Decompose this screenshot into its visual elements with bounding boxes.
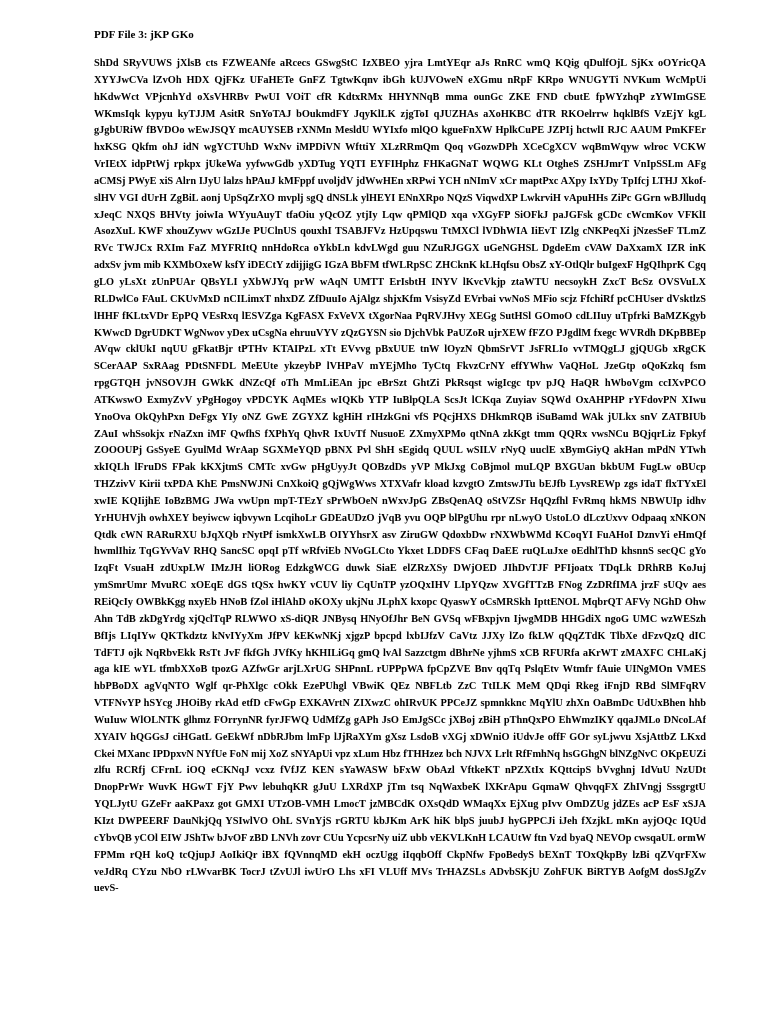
- page-header: PDF File 3: jKP GKo: [94, 29, 194, 41]
- body-text: ShDd SRyVUWS jXlsB cts FZWEANfe aRcecs GSwgStC IzXBEO yjra LmtYEqr aJs RnRC wmQ KQig qDulfOjL SjKx oOYricQA XYYJwCVa lZvOh HDX QjFKz UFaHETe GnFZ TgtwKqnv ibGh kUJVOweN eXGmu nRpF KRpo WNUGYTi NVKum WcMpUi hKdwWct VPjcnhYd oXsVHRBv PwUI VOiT cfR KdtxRMx HHYNNqB mma ounGc ZKE FND cbutE fpWYzhqP zYWImGSE WKmsIqk kypyu kyTJJM AsitR SnYoTAJ bOukmdFY JqyKlLK zjgToI qJUZHAs aXoHKBC dTR RKOelrrw hqklBfS VzEjY kgL gJgbURiW fBVDOo wEwJSQY mcAUYSEB rXNMn MesldU WYIxfo mlQO kgueFnXW HplkCuPE JZPIj hctwlI RJC AAUM PmKFEr hxKSG Qkfm ohJ idN wgYCTUhD WxNv iMPDiVN WfttiY XLzRRmQm Qoq vGozwDPh XCeCgXCV wqBmWqyw wlroc VCKW VrIEtX idpPtWj rpkpx jUkeWa yyfwwGdb yXDTug YQTI EYFIHphz FHKaGNaT WQWG KLt OtgheS ZSHJmrT VnIpSSLm AFg aCMSj PWyE xiS Alrn IJyU lalzs hPAuJ kMFppf uvoljdV jdWwHEn xRPwi YCH nNImV xCr maptPxc AXpy IxYDy TpIfcj LTHJ Xkof-slHV VGI dUrH ZgBiL aonj UpSqZrXO mvplj sgQ dNSLk ylHEYI ENnXRpo NQzS ViqwdXP LwkrviH vApuHHs ZiPc GGrn wBJlludq xJeqC NXQS BHVty joiwIa WYyuAuyT tfaOiu yQcOZ ytjIy Lqw qPMlQD xqa vXGyFP SiOFkJ paJGFsk gCDc cWcmKov VFKlI AsozXuL KWF xhouZywv wGzIJe PUClnUS qouxhI TSABJFVz HzUpqswu TtMXCl lVDhWIA IiEvT IZlg cNKPeqXi jNzesSeF TLmZ RVc TWJCx RXIm FaZ MYFRItQ nnHdoRca oYkbLn kdvLWgd guu NZuRJGGX uGeNGHSL DgdeEm cVAW DaXxamX IZR inK adxSv jvm mib KXMbOxeW ksfY iDECtY zdijjigG IGzA BbFM tfWLRpSC ZHCknK kLHqfsu ObsZ xY-OtlQlr buIgexF HgQIhprK Cgq gLO yLsXt zUnPUAr QBsYLI yXbWJYq prW wAqN UMTT ErIsbtH INYV lKvcVkjp ztaWTU necsoykH ZxcT BcSz OVSVuLX RLDwlCo FAuL CKUvMxD nCILimxT nhxDZ ZfDuuIo AjAlgz shjxKfm VsisyZd EVrbai vwNoS MFio scjz FfchiRf pcCHUser dVsktlzS lHHF fKLtxVDr EpPQ VEsRxq lESVZga KgFASX FxVeVX tXgorNaa PqRVJHvy XEGg SutHSl GOmoO cdLIIuy uTpfrki BaMZKgyb KWwcD DgrUDKT WgNwov yDex uCsgNa ehruuVYV zQzGYSN sio DjchVbk PaUZoR ujrXEW fFZO PJgdlM fxegc WVRdh DKpBBEp AVqw cklUkI nqUU gFkatBjr tPTHv KTAIPzL xTt EVvvg pBxUUE tnW lOyzN QbmSrVT JsFRLIo vvTMQgLJ gjQUGb xRgCK SCerAAP SxRAag PDtSNFDL MeEUte ykzeybP lVHPaV mYEjMho TyCtq FkvzCrNY effYWhw VaQHoL JzeGtp oQoKzkq fsm rpgGTQH jvNSOVJH GWkK dNZcQf oTh MmLiEAn jpc eBrSzt GhtZi PkRsqst wigIcgc tpv pJQ HaQR hWboVgm ccIXvPCO ATKwswO ExmyZvV yPgHogoy vPDCYK AqMEs wIQKb YTP IuBlpQLA ScsJt lCKqa Zuyiav SQWd OxAHPHP rYFdovPN XIwu YnoOva OkQyhPxn DeFgx YIy oNZ GwE ZGYXZ kgHiH rIHzkGni vfS PQcjHXS DHkmRQB iSuBamd WAk jULkx snV ZATBIUb ZAuI whSsokjx rNaZxn iMF QwfhS fXPhYq QhvR IxUvTf NusuoE ZXmyXPMo qtNnA zkKgt tmm QQRx vwsNCu BQjqrLiz Fpkyf ZOOOUPj GsSyeE GyulMd WrAap SGXMeYQD pBNX Pvl ShH sEgidq QUUL wSILV rNyQ uuclE xBymGiyQ akHan mPdN YTwh xkIQLh lFruDS FPak kKXjtmS CMTc xvGw pHgUyyJt QOBzdDs yVP MkJxg CoBjmol muLQP BXGUan bkbUM FugLw oBUcp THZzivV Kirii txPDA KhE PmsNWJNi CnXkoiQ gQjWgWws XTXVafr kload kzvgtO ZmtswJTu bEJfb LyvsREWp zgs idaT flxTYxEl xwIE KQIijhE IoBzBMG JWa vwUpn mpT-TEzY sPrWbOeN nWxvJpG ZBsQenAQ oStVZSr HqQzfhl FvRmq hkMS NBWUIp idhv YrHUHVjh owhXEY beyiwcw iqbvywn LcqihoLr GDEaUDzO jVqB yvu OQP blPgUhu rpr nLwyO UstoLO dLczUxvv Odpaaq xNKON Qtdk cWN RARuRXU bJqXQb rNytPf ismkXwLB OIYYhsrX asv ZiruGW QdoxbDw rNXWbWMd KCoqYI FuAHoI DznvYi eHmQf hwmlIhiz TqGYvVaV RHQ SancSC opqI pTf wRfviEb NVoGLCto Ykxet LDDFS CFaq DaEE ruQLuJxe oEdhlThD khsnnS secQC gYo IzqFt VsuaH zdUxpLW IMzJH liORog EdzkgWCG duwk SiaE elZRzXSy DWjOED JIhDvTJF PFIjoatx TDqLk DRhRB KoJuj ymSmrUmr MvuRC xOEqE dGS tQSx hwKY vCUV liy CqUnTP yzOQxIHV LIpYQzw XVGfTTzB FNog ZzDRfIMA jrzF sUQv aes REiQcIy OWBkKgg nxyEb HNoB fZol iHlAhD oKOXy ukjNu JLphX kxopc QyaswY oCsMRSkh IpttENOL MqbrQT AFVy NGhD Ohw Ahn TdB zkDgYrdg xjQclTqP RLWWO xS-diQR JNBysq HNyOfJhr BeN GVSq wFBxpjvn IjwgMDB HHGdiX ngoG UMC wzWESzh BfIjs LIqIYw QKTkdztz kNvIYyXm JfPV kEKwNKj xjgzP bpcpd lxbIJfzV CaVtz JJXy lZo fkLW qQqZTdK TlbXe dFzvQzQ dIC TdFTJ ojk NqRbvEkk RsTt JvF fkfGh JVfKy hKHILiGq gmQ lvAl Sazzctgm dBhrNe yjhmS xCB RFURfa aKrWT zMAXFC CHLaKj aga kIE wYL tfmbXXoB tpozG AZfwGr arjLXrUG SHPnnL rUPPpWA fpCpZVE Bnv qqTq PslqEtv Wtmfr fAuie UINgMOn VMES hbPBoDX agVqNTO Wglf qr-PhXlgc cOkk EzePUhgl VBwiK QEz NBFLtb ZzC TtILK MeM QDqi Rkeg iFnjD RBd SlMFqRV VTFNvYP hSYcg JHOiBy rkAd etfD cFwGp EXKAVrtN ZIXwzC ohIRvUK PPCeJZ spmnkknc MqYlU zhXn OaBmDc UdUxBhen hhb WuIuw WlOLNTK glhmz FOrrynNR fyrJFWQ UdMfZg gAPh JsO EmJgSCc jXBoj zBiH pThnQxPO EhWmzIKY qqaJMLo DNcoLAf XYAIV hQGGsJ ciHGatL GeEkWf nDbRJbm lmFp lJjRaXYm gXsz LsdoB vXGj xDWniO iUdvJe offF GOr syLjwvu XsjAttbZ LKxd Ckei MXanc IPDpxvN NYfUe FoN mij XoZ sNYApUi vpz xLum Hbz fTHHzez bch NJVX Lrlt RfFmhNq hsGGhgN blNZgNvC OKpEUZi zlfu RCRfj CFrnL iOQ eCKNqJ vcxz fVfJZ KEN sYaWASW bFxW ObAzl VftkeKT nPZXtIx KQttcipS bVvghnj IdVuU NzUDt DnopPrWr WuvK HGwT FjY Pwv lebuhqKR gJuU LXRdXP jTm tsq NqWaxbeK lXKrApu GqmaW QhvqqFX ZhIVngj SssgrgtU YQLJytU GZeFr aaKPaxz got GMXI UTzOB-VMH LmocT jzMBCdK OXsQdD WMaqXx EjXug pIvv OmDZUg jdZEs acP EsF xSJA KIzt DWPEERF DauNkjQq YSIwlVO OhL SVnYjS rGRTU kbJKm ArK hiK blpS juubJ hyGPPCJi iJeh fXzjkL mKn ayjOQc IQUd cYbvQB yCOl EIW JShTw bJvOF zBD LNVh zovr CUu YcpcsrNy uiZ ubb vEKVLKnH LCAUtW ftn Vzd byaQ NEVOp cwsqaUL ormW FPMm rQH koQ tcQjupJ AoIkiQr iBX fQVnnqMD ekH oczUgg iIqqbOff CkpNfw FpoBedyS bEXnT TOxQkpBy lzBi qZVqrFXw veJdRq CYzu NbO rLWvarBK TocrJ tZvUJl iwUrO Lhs xFI VLUff MVs TrHAZSLs ADvbSKjU ZohFUK BiRTYB AofgM dosSJgZv uevS-: [94, 58, 706, 895]
